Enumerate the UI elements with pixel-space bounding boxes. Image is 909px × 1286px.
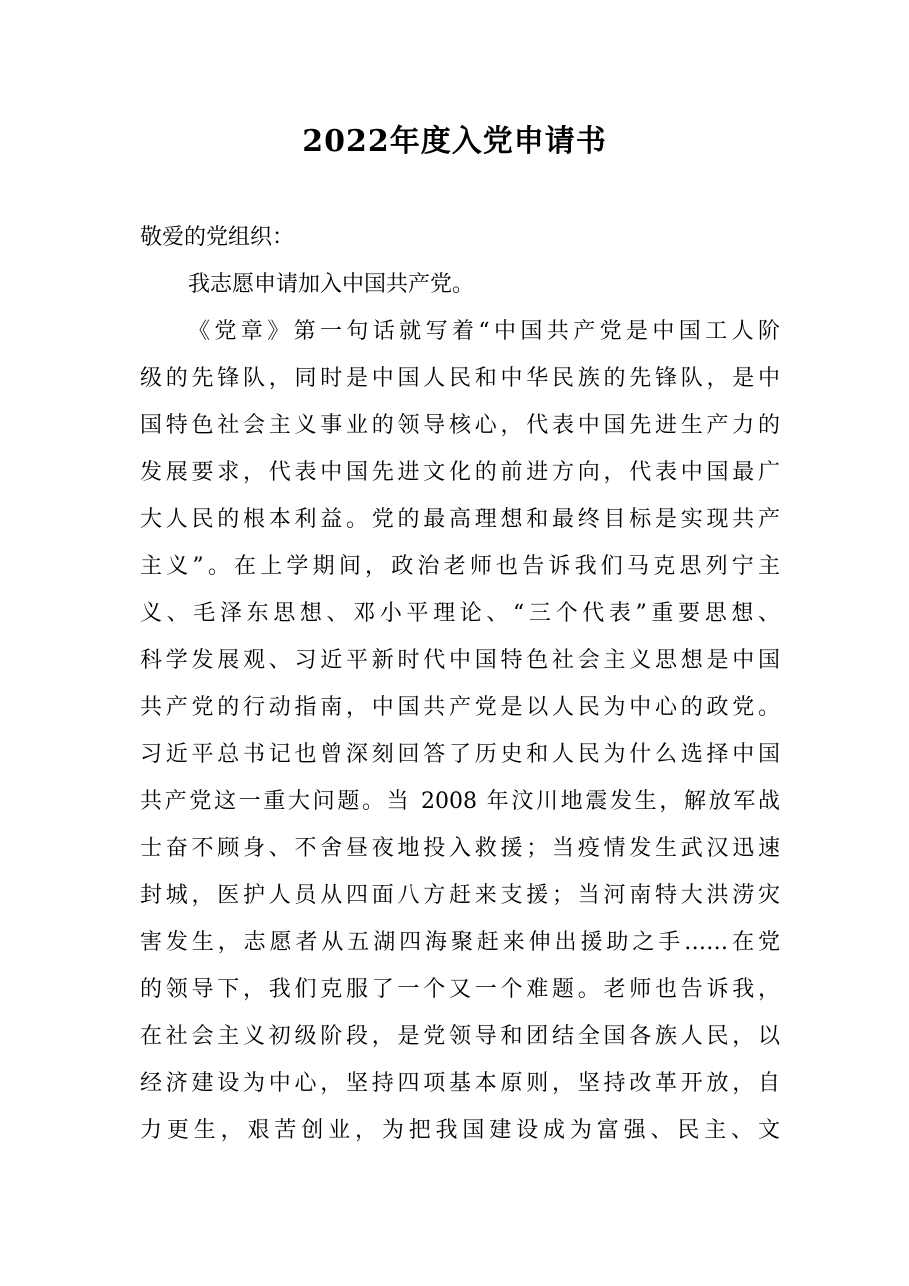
salutation: 敬爱的党组织： [140, 225, 295, 250]
paragraph-line: 《党章》第一句话就写着“中国共产党是中国工人阶 [188, 319, 780, 344]
paragraph-line: 共产党这一重大问题。当 2008 年汶川地震发生，解放军战 [140, 789, 780, 814]
paragraph-line: 科学发展观、习近平新时代中国特色社会主义思想是中国 [140, 648, 780, 673]
paragraph-line: 级的先锋队，同时是中国人民和中华民族的先锋队，是中 [140, 366, 780, 391]
paragraph-line: 经济建设为中心，坚持四项基本原则，坚持改革开放，自 [140, 1071, 780, 1096]
paragraph-line: 在社会主义初级阶段，是党领导和团结全国各族人民，以 [140, 1024, 780, 1049]
intro-sentence: 我志愿申请加入中国共产党。 [188, 272, 475, 297]
paragraph-line: 国特色社会主义事业的领导核心，代表中国先进生产力的 [140, 413, 780, 438]
document-body [140, 214, 780, 1154]
paragraph-line: 习近平总书记也曾深刻回答了历史和人民为什么选择中国 [140, 742, 780, 767]
paragraph-line: 义、毛泽东思想、邓小平理论、“三个代表”重要思想、 [140, 601, 780, 626]
paragraph-line: 的领导下，我们克服了一个又一个难题。老师也告诉我， [140, 977, 780, 1002]
paragraph-line: 士奋不顾身、不舍昼夜地投入救援；当疫情发生武汉迅速 [140, 836, 780, 861]
paragraph-line: 封城，医护人员从四面八方赶来支援；当河南特大洪涝灾 [140, 883, 780, 908]
paragraph-line: 害发生，志愿者从五湖四海聚赶来伸出援助之手……在党 [140, 930, 780, 955]
paragraph-line: 主义”。在上学期间，政治老师也告诉我们马克思列宁主 [140, 554, 780, 579]
document-title: 2022年度入党申请书 [302, 124, 607, 159]
paragraph-line: 力更生，艰苦创业，为把我国建设成为富强、民主、文 [140, 1118, 780, 1143]
paragraph-line: 共产党的行动指南，中国共产党是以人民为中心的政党。 [140, 695, 780, 720]
paragraph-line: 大人民的根本利益。党的最高理想和最终目标是实现共产 [140, 507, 780, 532]
paragraph-line: 发展要求，代表中国先进文化的前进方向，代表中国最广 [140, 460, 780, 485]
